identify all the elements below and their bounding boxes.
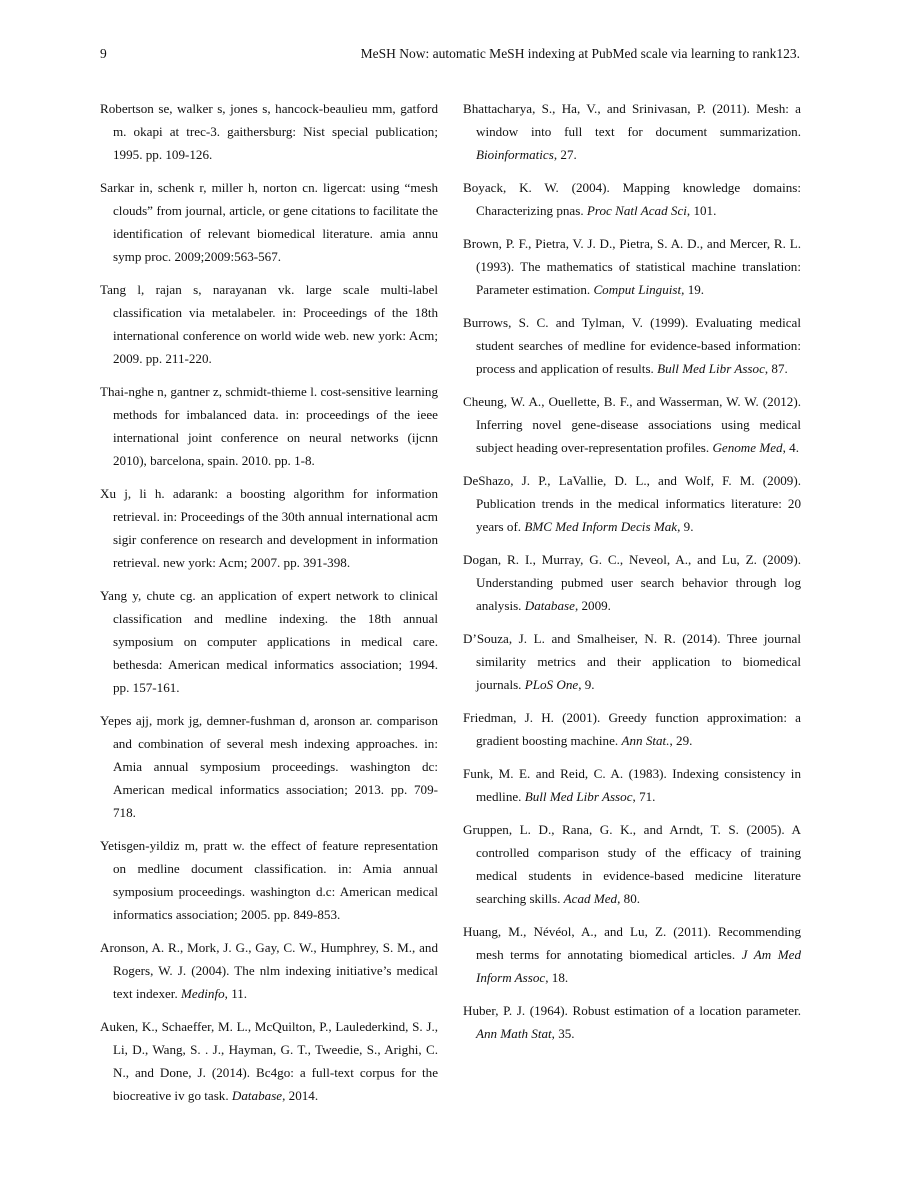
reference-entry: Funk, M. E. and Reid, C. A. (1983). Indexing consistency in medline. Bull Med Libr Assoc, 71. [463,766,801,804]
reference-entry: Auken, K., Schaeffer, M. L., McQuilton, P., Laulederkind, S. J., Li, D., Wang, S. . J., Hayman, G. T., Tweedie, S., Arighi, C. N., and Done, J. (2014). Bc4go: a full-text corpus for the biocreative iv go task. Database, 2014. [100,1019,438,1103]
references-left-column [100,97,438,1117]
reference-entry: DeShazo, J. P., LaVallie, D. L., and Wolf, F. M. (2009). Publication trends in the medical informatics literature: 20 years of. BMC Med Inform Decis Mak, 9. [463,473,801,534]
running-title: MeSH Now: automatic MeSH indexing at PubMed scale via learning to rank123. [360,46,800,61]
references-right-column [463,97,801,1055]
reference-entry: Bhattacharya, S., Ha, V., and Srinivasan, P. (2011). Mesh: a window into full text for document summarization. Bioinformatics, 27. [463,101,801,162]
reference-entry: Burrows, S. C. and Tylman, V. (1999). Evaluating medical student searches of medline for evidence-based information: process and application of results. Bull Med Libr Assoc, 87. [463,315,801,376]
reference-entry: Huang, M., Névéol, A., and Lu, Z. (2011). Recommending mesh terms for annotating biomedical articles. J Am Med Inform Assoc, 18. [463,924,801,985]
reference-entry: Boyack, K. W. (2004). Mapping knowledge domains: Characterizing pnas. Proc Natl Acad Sci, 101. [463,180,801,218]
reference-entry: Gruppen, L. D., Rana, G. K., and Arndt, T. S. (2005). A controlled comparison study of the efficacy of training medical students in evidence-based medicine literature searching skills. Acad Med, 80. [463,822,801,906]
reference-entry: Robertson se, walker s, jones s, hancock-beaulieu mm, gatford m. okapi at trec-3. gaithersburg: Nist special publication; 1995. pp. 109-126. [100,101,438,162]
reference-entry: Cheung, W. A., Ouellette, B. F., and Wasserman, W. W. (2012). Inferring novel gene-disease associations using medical subject heading over-representation profiles. Genome Med, 4. [463,394,801,455]
reference-entry: Brown, P. F., Pietra, V. J. D., Pietra, S. A. D., and Mercer, R. L. (1993). The mathematics of statistical machine translation: Parameter estimation. Comput Linguist, 19. [463,236,801,297]
reference-entry: Sarkar in, schenk r, miller h, norton cn. ligercat: using “mesh clouds” from journal, article, or gene citations to facilitate the identification of relevant biomedical literature. amia annu symp proc. 2009;2009:563-567. [100,180,438,264]
reference-entry: Friedman, J. H. (2001). Greedy function approximation: a gradient boosting machine. Ann Stat., 29. [463,710,801,748]
page-number: 9 [100,46,107,61]
reference-entry: Huber, P. J. (1964). Robust estimation of a location parameter. Ann Math Stat, 35. [463,1003,801,1041]
reference-entry: Yang y, chute cg. an application of expert network to clinical classification and medline indexing. the 18th annual symposium on computer applications in medical care. bethesda: American medical informatics association; 1994. pp. 157-161. [100,588,438,695]
reference-entry: Yetisgen-yildiz m, pratt w. the effect of feature representation on medline document classification. in: Amia annual symposium proceedings. washington d.c: American medical informatics association; 2005. pp. 849-853. [100,838,438,922]
reference-entry: Dogan, R. I., Murray, G. C., Neveol, A., and Lu, Z. (2009). Understanding pubmed user search behavior through log analysis. Database, 2009. [463,552,801,613]
reference-entry: Thai-nghe n, gantner z, schmidt-thieme l. cost-sensitive learning methods for imbalanced data. in: proceedings of the ieee international joint conference on neural networks (ijcnn 2010), barcelona, spain. 2010. pp. 1-8. [100,384,438,468]
page-header [100,46,800,66]
reference-entry: Xu j, li h. adarank: a boosting algorithm for information retrieval. in: Proceedings of the 30th annual international acm sigir conference on research and development in information retrieval. new york: Acm; 2007. pp. 391-398. [100,486,438,570]
reference-entry: D’Souza, J. L. and Smalheiser, N. R. (2014). Three journal similarity metrics and their application to biomedical journals. PLoS One, 9. [463,631,801,692]
reference-entry: Aronson, A. R., Mork, J. G., Gay, C. W., Humphrey, S. M., and Rogers, W. J. (2004). The nlm indexing initiative’s medical text indexer. Medinfo, 11. [100,940,438,1001]
reference-entry: Tang l, rajan s, narayanan vk. large scale multi-label classification via metalabeler. in: Proceedings of the 18th international conference on world wide web. new york: Acm; 2009. pp. 211-220. [100,282,438,366]
reference-entry: Yepes ajj, mork jg, demner-fushman d, aronson ar. comparison and combination of several mesh indexing approaches. in: Amia annual symposium proceedings. washington dc: American medical informatics association; 2013. pp. 709-718. [100,713,438,820]
